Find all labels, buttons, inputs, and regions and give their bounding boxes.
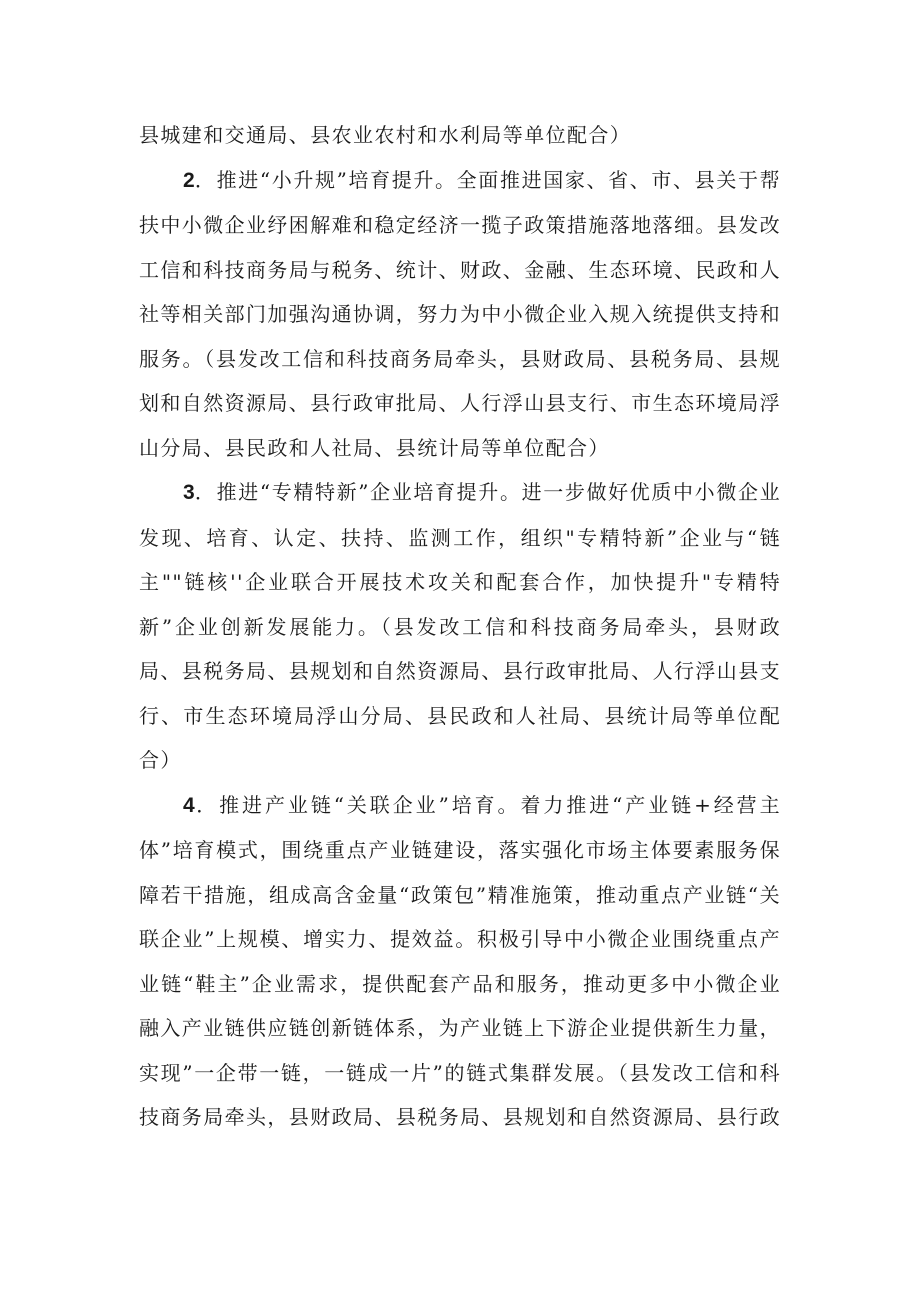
paragraph-continuation	[139, 113, 781, 158]
paragraph-text: ．推进产业链“关联企业”培育。着力推进“产业链+经营主体”培育模式，围绕重点产业链建设，落实强化市场主体要素服务保障若干措施，组成高含金量“政策包”精准施策，推动重点产业链“关联企业”上规模、增实力、提效益。积极引导中小微企业围绕重点产业链“鞋主”企业需求，提供配套产品和服务，推动更多中小微企业融入产业链供应链创新链体系，为产业链上下游企业提供新生力量，实现”一企带一链，一链成一片”的链式集群发展。（县发改工信和科技商务局牵头，县财政局、县税务局、县规划和自然资源局、县行政	[139, 792, 781, 1129]
paragraph-item-2	[139, 158, 781, 471]
paragraph-text: ．推进“专精特新”企业培育提升。进一步做好优质中小微企业发现、培育、认定、扶持、监测工作，组织"专精特新”企业与“链主""链核''企业联合开展技术攻关和配套合作，加快提升"专精特新”企业创新发展能力。（县发改工信和科技商务局牵头，县财政局、县税务局、县规划和自然资源局、县行政审批局、人行浮山县支行、市生态环境局浮山分局、县民政和人社局、县统计局等单位配合）	[139, 480, 781, 772]
paragraph-number: 3	[183, 481, 195, 504]
paragraph-item-3	[139, 470, 781, 783]
paragraph-text: 县城建和交通局、县农业农村和水利局等单位配合）	[139, 123, 632, 147]
paragraph-item-4	[139, 783, 781, 1140]
paragraph-number: 4	[183, 793, 195, 817]
document-body	[139, 113, 781, 1140]
paragraph-number: 2	[183, 168, 195, 192]
paragraph-text: ．推进“小升规”培育提升。全面推进国家、省、市、县关于帮扶中小微企业纾困解难和稳定经济一揽子政策措施落地落细。县发改工信和科技商务局与税务、统计、财政、金融、生态环境、民政和人社等相关部门加强沟通协调，努力为中小微企业入规入统提供支持和服务。（县发改工信和科技商务局牵头，县财政局、县税务局、县规划和自然资源局、县行政审批局、人行浮山县支行、市生态环境局浮山分局、县民政和人社局、县统计局等单位配合）	[139, 167, 781, 460]
